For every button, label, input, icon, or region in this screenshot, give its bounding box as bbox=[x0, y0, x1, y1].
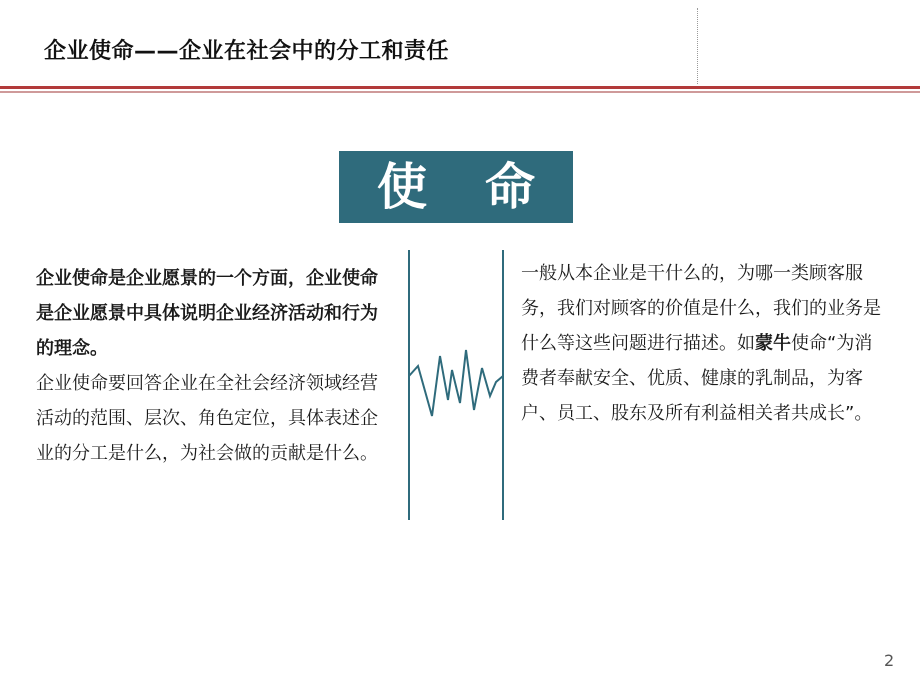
right-text-part2: 使命“为消费者奉献安全、优质、健康的乳制品，为客户、员工、股东及所有利益相关者共成长”。 bbox=[521, 333, 873, 424]
slide-title: 企业使命——企业在社会中的分工和责任 bbox=[44, 39, 450, 64]
right-text-part1: 一般从本企业是干什么的，为哪一类顾客服务，我们对顾客的价值是什么，我们的业务是什么等这些问题进行描述。如 bbox=[521, 263, 881, 354]
left-body-text: 企业使命要回答企业在全社会经济领域经营活动的范围、层次、角色定位，具体表述企业的分工是什么，为社会做的贡献是什么。 bbox=[36, 373, 378, 464]
header-rule-thick bbox=[0, 86, 920, 89]
wave-divider bbox=[400, 250, 510, 522]
banner-label: 使命 bbox=[377, 158, 593, 216]
corner-dotted-line bbox=[697, 8, 698, 84]
left-bold-text: 企业使命是企业愿景的一个方面，企业使命是企业愿景中具体说明企业经济活动和行为的理念。 bbox=[36, 268, 378, 359]
brand-name: 蒙牛 bbox=[755, 333, 791, 354]
left-text-block bbox=[36, 261, 394, 471]
right-text-block bbox=[521, 256, 886, 431]
mission-banner bbox=[339, 151, 593, 223]
zigzag-wave bbox=[409, 350, 503, 416]
page-number: 2 bbox=[884, 651, 895, 670]
header-rule-thin bbox=[0, 91, 920, 93]
